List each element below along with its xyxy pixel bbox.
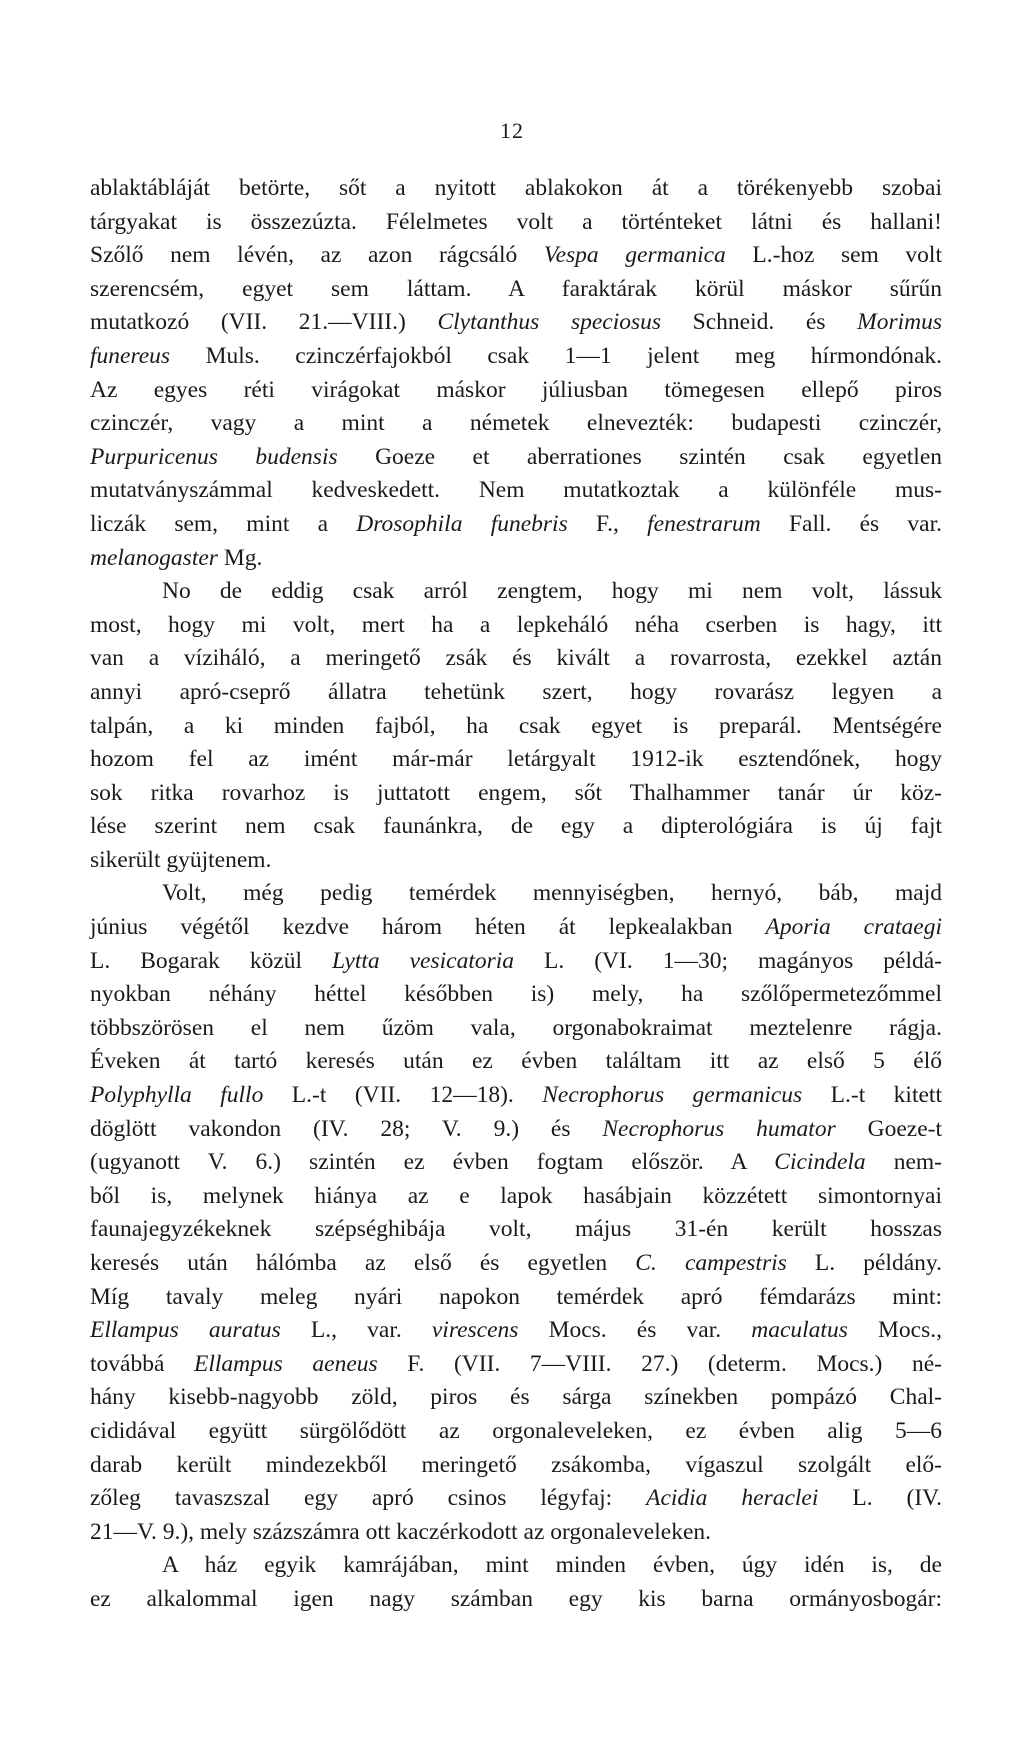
- text-line: [90, 407, 942, 441]
- text-run: ez alkalommal igen nagy számban egy kis barna ormányosbogár:: [90, 1585, 942, 1612]
- text-run: tárgyakat is összezúzta. Félelmetes volt a történteket látni és hallani!: [90, 208, 942, 235]
- text-line: [90, 1045, 942, 1079]
- text-run: L. (IV.: [818, 1485, 942, 1512]
- italic-term: Morimus: [857, 309, 942, 336]
- text-run: Éveken át tartó keresés után ez évben találtam itt az első 5 élő: [90, 1048, 942, 1075]
- text-run: darab került mindezekből meringető zsákomba, vígaszul szolgált elő-: [90, 1451, 942, 1478]
- text-line: [90, 1079, 942, 1113]
- text-run: L. (VI. 1—30; magányos példá-: [514, 947, 942, 974]
- text-line: [90, 911, 942, 945]
- body-text: [90, 172, 942, 1617]
- text-line: [90, 1180, 942, 1214]
- italic-term: Necrophorus humator: [602, 1115, 836, 1142]
- text-run: Goeze et aberrationes szintén csak egyetlen: [337, 443, 942, 470]
- text-run: ablaktábláját betörte, sőt a nyitott ablakokon át a törékenyebb szobai: [90, 175, 942, 201]
- italic-term: Purpuricenus budensis: [90, 443, 338, 470]
- text-run: nem-: [865, 1149, 942, 1176]
- text-run: Szőlő nem lévén, az azon rágcsáló: [90, 242, 544, 269]
- text-run: többszörösen el nem űzöm vala, orgonabokraimat meztelenre rágja.: [90, 1014, 942, 1041]
- text-run: cididával együtt sürgölődött az orgonaleveleken, ez évben alig 5—6: [90, 1417, 942, 1444]
- italic-term: Vespa germanica: [543, 242, 726, 269]
- text-run: A ház egyik kamrájában, mint minden évben, úgy idén is, de: [162, 1552, 942, 1579]
- text-run: Volt, még pedig temérdek mennyiségben, hernyó, báb, majd: [162, 880, 942, 907]
- text-run: L.-hoz sem volt: [725, 242, 942, 269]
- text-line: [90, 374, 942, 408]
- text-line: [90, 978, 942, 1012]
- text-run: liczák sem, mint a: [90, 510, 357, 537]
- text-line: [90, 542, 942, 576]
- text-run: sok ritka rovarhoz is juttatott engem, sőt Thalhammer tanár úr köz-: [90, 779, 942, 806]
- text-run: Mocs. és var.: [518, 1317, 752, 1344]
- text-run: L.-t kitett: [802, 1082, 942, 1109]
- text-run: szerencsém, egyet sem láttam. A faraktárak körül máskor sűrűn: [90, 275, 942, 302]
- text-run: nyokban néhány héttel későbben is) mely, ha szőlőpermetezőmmel: [90, 981, 942, 1008]
- text-line: [90, 273, 942, 307]
- text-line: [90, 1549, 942, 1583]
- italic-term: melanogaster: [90, 544, 218, 571]
- text-line: [90, 1415, 942, 1449]
- text-run: Az egyes réti virágokat máskor júliusban tömegesen ellepő piros: [90, 376, 942, 403]
- text-line: [90, 777, 942, 811]
- text-run: No de eddig csak arról zengtem, hogy mi nem volt, lássuk: [162, 578, 942, 605]
- italic-term: fenestrarum: [647, 510, 761, 537]
- italic-term: Acidia heraclei: [646, 1485, 819, 1512]
- text-line: [90, 877, 942, 911]
- text-line: [90, 1281, 942, 1315]
- text-run: L. Bogarak közül: [90, 947, 333, 974]
- text-run: F.,: [567, 510, 648, 537]
- text-run: (ugyanott V. 6.) szintén ez évben fogtam először. A: [90, 1149, 775, 1176]
- text-line: [90, 340, 942, 374]
- text-run: továbbá: [90, 1350, 195, 1377]
- text-line: [90, 239, 942, 273]
- text-line: [90, 1247, 942, 1281]
- text-run: Schneid. és: [661, 309, 858, 336]
- text-line: [90, 1482, 942, 1516]
- text-run: ből is, melynek hiánya az e lapok hasábjain közzétett simontornyai: [90, 1182, 942, 1209]
- text-line: [90, 1516, 942, 1550]
- text-run: mutatványszámmal kedveskedett. Nem mutatkoztak a különféle mus-: [90, 477, 942, 504]
- text-run: L. példány.: [786, 1250, 942, 1276]
- text-run: hány kisebb-nagyobb zöld, piros és sárga színekben pompázó Chal-: [90, 1384, 942, 1411]
- italic-term: Cicindela: [774, 1149, 866, 1176]
- text-line: [90, 1314, 942, 1348]
- page-number: 12: [500, 118, 524, 143]
- text-run: lése szerint nem csak faunánkra, de egy a dipterológiára is új fajt: [90, 813, 942, 840]
- text-line: [90, 1449, 942, 1483]
- text-run: döglött vakondon (IV. 28; V. 9.) és: [90, 1115, 603, 1142]
- text-run: Mg.: [217, 544, 263, 571]
- italic-term: maculatus: [751, 1317, 848, 1344]
- text-run: hozom fel az imént már-már letárgyalt 1912-ik esztendőnek, hogy: [90, 746, 942, 773]
- text-run: Míg tavaly meleg nyári napokon temérdek apró fémdarázs mint:: [90, 1283, 942, 1310]
- text-run: faunajegyzékeknek szépséghibája volt, május 31-én került hosszas: [90, 1216, 942, 1243]
- text-line: [90, 676, 942, 710]
- text-line: [90, 508, 942, 542]
- text-run: most, hogy mi volt, mert ha a lepkeháló néha cserben is hagy, itt: [90, 611, 942, 638]
- text-run: Fall. és var.: [760, 510, 942, 537]
- text-line: [90, 172, 942, 206]
- text-run: van a víziháló, a meringető zsák és kivált a rovarrosta, ezekkel aztán: [90, 645, 942, 672]
- text-line: [90, 474, 942, 508]
- italic-term: funereus: [90, 342, 171, 369]
- italic-term: Necrophorus germanicus: [542, 1082, 803, 1109]
- text-run: 21—V. 9.), mely százszámra ott kaczérkodott az orgonaleveleken.: [90, 1518, 711, 1545]
- text-run: sikerült gyüjtenem.: [90, 846, 272, 873]
- text-line: [90, 206, 942, 240]
- text-run: F. (VII. 7—VIII. 27.) (determ. Mocs.) né-: [377, 1350, 942, 1377]
- text-line: [90, 441, 942, 475]
- italic-term: C. campestris: [635, 1250, 787, 1276]
- text-run: június végétől kezdve három héten át lepkealakban: [90, 914, 766, 941]
- text-line: [90, 1381, 942, 1415]
- italic-term: Clytanthus speciosus: [437, 309, 662, 336]
- text-run: L.-t (VII. 12—18).: [263, 1082, 543, 1109]
- text-line: [90, 810, 942, 844]
- italic-term: Ellampus auratus: [90, 1317, 281, 1344]
- italic-term: Lytta vesicatoria: [332, 947, 515, 974]
- text-line: [90, 1213, 942, 1247]
- text-line: [90, 306, 942, 340]
- text-line: [90, 1348, 942, 1382]
- italic-term: Polyphylla fullo: [90, 1082, 264, 1109]
- text-line: [90, 743, 942, 777]
- text-line: [90, 642, 942, 676]
- text-line: [90, 1146, 942, 1180]
- italic-term: Aporia crataegi: [765, 914, 943, 941]
- text-run: L., var.: [280, 1317, 432, 1344]
- text-run: zőleg tavaszszal egy apró csinos légyfaj:: [90, 1485, 647, 1512]
- italic-term: virescens: [431, 1317, 519, 1344]
- text-line: [90, 844, 942, 878]
- text-run: mutatkozó (VII. 21.—VIII.): [90, 309, 438, 336]
- text-line: [90, 609, 942, 643]
- text-line: [90, 575, 942, 609]
- text-run: czinczér, vagy a mint a németek elnevezték: budapesti czinczér,: [90, 410, 942, 437]
- text-run: annyi apró-cseprő állatra tehetünk szert, hogy rovarász legyen a: [90, 678, 942, 705]
- text-run: talpán, a ki minden fajból, ha csak egyet is preparál. Mentségére: [90, 712, 942, 739]
- text-line: [90, 1583, 942, 1617]
- text-run: Mocs.,: [847, 1317, 942, 1344]
- italic-term: Drosophila funebris: [356, 510, 568, 537]
- italic-term: Ellampus aeneus: [194, 1350, 378, 1377]
- text-run: Muls. czinczérfajokból csak 1—1 jelent meg hírmondónak.: [170, 342, 942, 369]
- text-run: keresés után hálómba az első és egyetlen: [90, 1250, 636, 1276]
- text-line: [90, 1012, 942, 1046]
- text-line: [90, 710, 942, 744]
- text-line: [90, 945, 942, 979]
- text-run: Goeze-t: [835, 1115, 942, 1142]
- text-line: [90, 1113, 942, 1147]
